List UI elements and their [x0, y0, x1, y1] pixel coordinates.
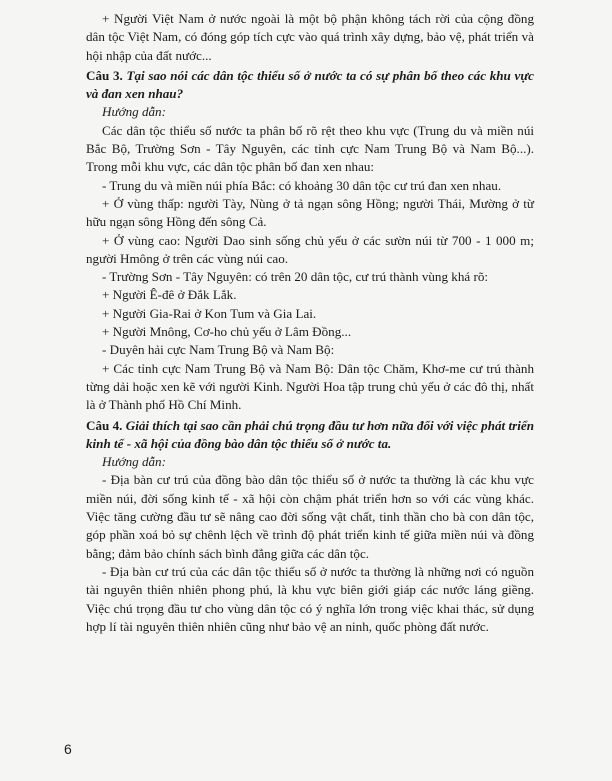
intro-paragraph: + Người Việt Nam ở nước ngoài là một bộ phận không tách rời của cộng đồng dân tộc Việt Nam, có đóng góp tích cực vào quá trình xây dựng, bảo vệ, phát triển và hội nhập của đất nước...: [86, 11, 534, 63]
q3-paragraph-4: + Ở vùng cao: Người Dao sinh sống chủ yếu ở các sườn núi từ 700 - 1 000 m; người Hmông ở trên các vùng núi cao.: [86, 232, 534, 266]
question-4-text: Giải thích tại sao cần phải chú trọng đầu tư hơn nữa đối với việc phát triển kinh tế - xã hội của đồng bào dân tộc thiểu số ở nước ta.: [86, 417, 534, 451]
q3-paragraph-9: - Duyên hải cực Nam Trung Bộ và Nam Bộ:: [102, 342, 335, 358]
question-3-text: Tại sao nói các dân tộc thiểu số ở nước ta có sự phân bố theo các khu vực và đan xen nhau?: [86, 67, 534, 102]
question-3: [86, 67, 534, 104]
question-4: [86, 417, 534, 454]
q3-paragraph-7: + Người Gia-Rai ở Kon Tum và Gia Lai.: [102, 305, 317, 321]
q4-paragraph-1: - Địa bàn cư trú của đồng bào dân tộc thiểu số ở nước ta thường là các khu vực miền núi, đời sống kinh tế - xã hội còn chậm phát triển hơn so với các vùng khác. Việc tăng cường đầu tư sẽ nâng cao đời sống vật chất, tinh thần cho bà con dân tộc, góp phần xoá bỏ sự chênh lệch về trình độ phát triển kinh tế giữa miền núi và đồng bằng; đảm bảo chính sách bình đẳng giữa các dân tộc.: [86, 472, 534, 561]
question-3-number: Câu 3.: [86, 67, 123, 83]
q3-paragraph-8: + Người Mnông, Cơ-ho chủ yếu ở Lâm Đồng...: [102, 324, 352, 340]
question-3-guide-label: Hướng dẫn:: [102, 104, 166, 120]
q3-paragraph-6: + Người Ê-đê ở Đắk Lắk.: [102, 287, 237, 303]
q3-paragraph-1: Các dân tộc thiểu số nước ta phân bố rõ rệt theo khu vực (Trung du và miền núi Bắc Bộ, Trường Sơn - Tây Nguyên, các tỉnh cực Nam Trung Bộ và Nam Bộ...). Trong mỗi khu vực, các dân tộc phân bố đan xen nhau:: [86, 122, 534, 175]
q3-paragraph-5: - Trường Sơn - Tây Nguyên: có trên 20 dân tộc, cư trú thành vùng khá rõ:: [102, 269, 489, 285]
question-4-number: Câu 4.: [86, 417, 123, 433]
page-number: 6: [64, 741, 72, 757]
q4-paragraph-2: - Địa bàn cư trú của các dân tộc thiểu số ở nước ta thường là những nơi có nguồn tài nguyên thiên nhiên phong phú, là khu vực biên giới giáp các nước láng giềng. Việc chú trọng đầu tư cho vùng dân tộc có ý nghĩa lớn trong việc khai thác, sử dụng hợp lí tài nguyên thiên nhiên cũng như bảo vệ an ninh, quốc phòng đất nước.: [86, 563, 534, 634]
q3-paragraph-3: + Ở vùng thấp: người Tày, Nùng ở tả ngạn sông Hồng; người Thái, Mường ở từ hữu ngạn sông Hồng đến sông Cả.: [86, 195, 534, 230]
q3-paragraph-10: + Các tỉnh cực Nam Trung Bộ và Nam Bộ: Dân tộc Chăm, Khơ-me cư trú thành từng dải hoặc xen kẽ với người Kinh. Người Hoa tập trung chủ yếu ở các đô thị, nhất là ở Thành phố Hồ Chí Minh.: [86, 360, 534, 413]
question-4-guide-label: Hướng dẫn:: [102, 454, 166, 470]
page-content: [86, 10, 534, 636]
q3-paragraph-2: - Trung du và miền núi phía Bắc: có khoảng 30 dân tộc cư trú đan xen nhau.: [102, 177, 502, 193]
